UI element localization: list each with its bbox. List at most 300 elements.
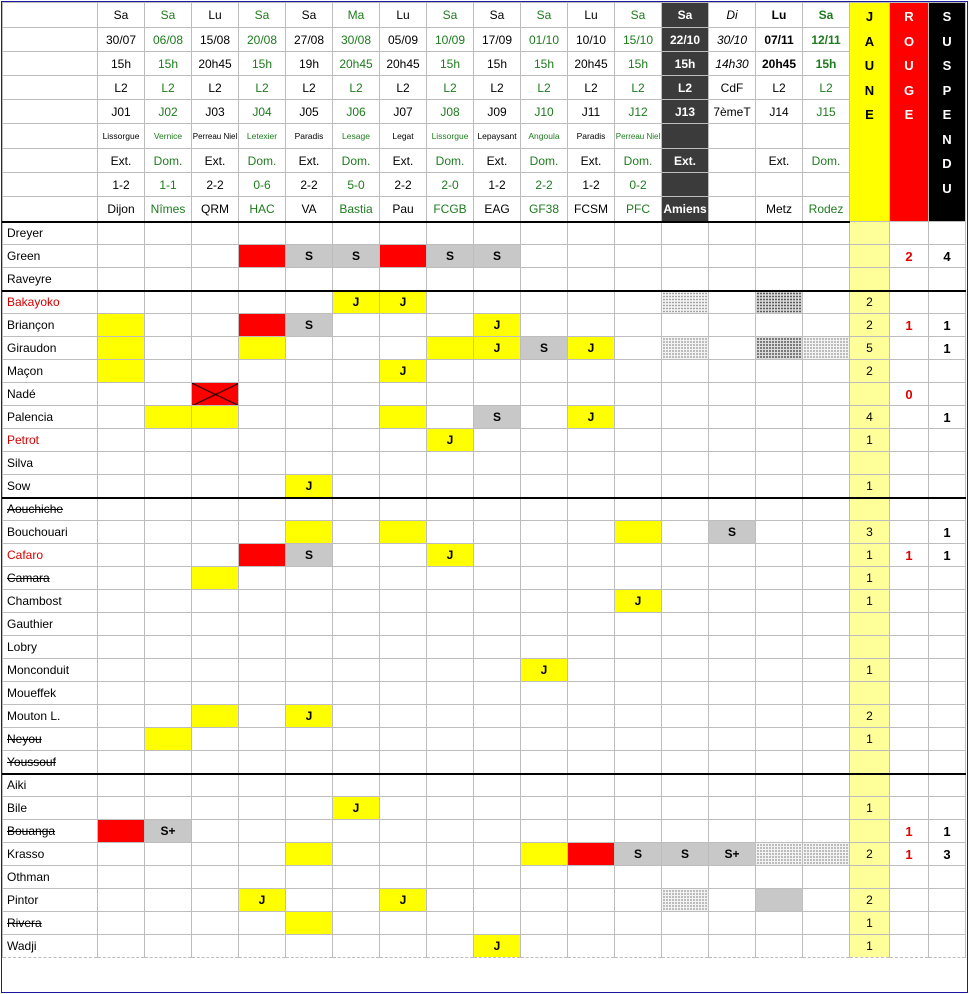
card-cell [427, 567, 474, 590]
card-cell [709, 498, 756, 521]
match-round: J04 [239, 100, 286, 124]
match-opp: VA [286, 197, 333, 222]
card-cell [803, 728, 850, 751]
card-cell [568, 498, 615, 521]
match-ref: Angoula [521, 124, 568, 149]
match-comp: L2 [521, 76, 568, 100]
card-cell [145, 521, 192, 544]
match-opp: EAG [474, 197, 521, 222]
player-name: Mouton L. [3, 705, 98, 728]
card-cell [98, 521, 145, 544]
card-cell [756, 475, 803, 498]
card-cell [662, 567, 709, 590]
header-row-ref [3, 124, 966, 149]
match-score: 2-2 [380, 173, 427, 197]
red-count [890, 636, 929, 659]
card-cell [568, 705, 615, 728]
yellow-count: 2 [850, 889, 890, 912]
card-cell [474, 222, 521, 245]
card-cell [427, 751, 474, 774]
match-opp: Amiens [662, 197, 709, 222]
card-cell [380, 935, 427, 958]
match-time: 20h45 [333, 52, 380, 76]
card-cell [333, 498, 380, 521]
card-cell [615, 360, 662, 383]
red-count [890, 889, 929, 912]
card-cell [239, 866, 286, 889]
card-cell [380, 682, 427, 705]
yellow-count: 1 [850, 797, 890, 820]
card-cell [239, 429, 286, 452]
card-cell [239, 360, 286, 383]
suspension-count [929, 682, 966, 705]
header-corner [3, 149, 98, 173]
player-name: Cafaro [3, 544, 98, 567]
yellow-count: 1 [850, 544, 890, 567]
player-row [3, 659, 966, 682]
match-comp: L2 [239, 76, 286, 100]
card-cell [568, 567, 615, 590]
yellow-count [850, 498, 890, 521]
card-cell [709, 268, 756, 291]
card-cell [521, 544, 568, 567]
suspension-count: 1 [929, 820, 966, 843]
card-cell: S [709, 521, 756, 544]
match-opp: Rodez [803, 197, 850, 222]
card-cell [615, 774, 662, 797]
suspension-count [929, 889, 966, 912]
match-day: Sa [98, 3, 145, 28]
yellow-count: 1 [850, 935, 890, 958]
card-cell: S [474, 245, 521, 268]
card-cell [286, 452, 333, 475]
card-cell [239, 935, 286, 958]
match-score: 2-2 [192, 173, 239, 197]
suspension-count: 1 [929, 406, 966, 429]
card-cell [333, 567, 380, 590]
player-row [3, 245, 966, 268]
card-cell [427, 866, 474, 889]
card-cell [615, 245, 662, 268]
player-row [3, 636, 966, 659]
match-time: 15h [239, 52, 286, 76]
player-name: Briançon [3, 314, 98, 337]
card-cell [615, 682, 662, 705]
card-cell [662, 889, 709, 912]
match-day: Lu [192, 3, 239, 28]
card-cell [333, 337, 380, 360]
card-cell [427, 498, 474, 521]
player-row [3, 774, 966, 797]
player-name: Youssouf [3, 751, 98, 774]
player-name: Sow [3, 475, 98, 498]
card-cell [98, 705, 145, 728]
card-cell [568, 452, 615, 475]
card-cell [521, 268, 568, 291]
red-count [890, 406, 929, 429]
match-round: J11 [568, 100, 615, 124]
red-count [890, 222, 929, 245]
suspension-count [929, 659, 966, 682]
card-cell [803, 889, 850, 912]
card-cell [803, 268, 850, 291]
match-score [709, 173, 756, 197]
header-corner [3, 3, 98, 28]
card-cell [803, 682, 850, 705]
card-cell [239, 797, 286, 820]
red-count [890, 268, 929, 291]
discipline-table [2, 2, 966, 958]
card-cell [568, 797, 615, 820]
card-cell [427, 843, 474, 866]
card-cell [521, 498, 568, 521]
card-cell [286, 889, 333, 912]
yellow-count: 2 [850, 843, 890, 866]
match-venue: Ext. [756, 149, 803, 173]
card-cell [568, 383, 615, 406]
card-cell [756, 590, 803, 613]
card-cell [427, 383, 474, 406]
card-cell [662, 314, 709, 337]
card-cell [662, 383, 709, 406]
match-comp: L2 [333, 76, 380, 100]
card-cell [662, 705, 709, 728]
card-cell [709, 705, 756, 728]
card-cell [474, 613, 521, 636]
card-cell [192, 590, 239, 613]
card-cell [286, 222, 333, 245]
card-cell [380, 636, 427, 659]
card-cell [803, 797, 850, 820]
match-venue: Ext. [286, 149, 333, 173]
card-cell [709, 360, 756, 383]
card-cell [192, 682, 239, 705]
card-cell [380, 429, 427, 452]
match-date: 20/08 [239, 28, 286, 52]
card-cell [615, 475, 662, 498]
red-count [890, 797, 929, 820]
card-cell [709, 590, 756, 613]
match-time: 20h45 [568, 52, 615, 76]
card-cell [521, 636, 568, 659]
card-cell [615, 728, 662, 751]
match-round: J05 [286, 100, 333, 124]
card-cell [427, 222, 474, 245]
card-cell [615, 866, 662, 889]
card-cell [709, 820, 756, 843]
card-cell [286, 682, 333, 705]
card-cell [333, 843, 380, 866]
card-cell: J [286, 705, 333, 728]
card-cell: S [662, 843, 709, 866]
card-cell [521, 429, 568, 452]
card-cell [662, 590, 709, 613]
card-cell [192, 521, 239, 544]
card-cell [333, 544, 380, 567]
card-cell [286, 728, 333, 751]
card-cell [192, 935, 239, 958]
card-cell [286, 291, 333, 314]
card-cell [239, 682, 286, 705]
card-cell [803, 659, 850, 682]
card-cell [192, 314, 239, 337]
yellow-count: 5 [850, 337, 890, 360]
card-cell [662, 452, 709, 475]
card-cell: J [333, 291, 380, 314]
card-cell [756, 889, 803, 912]
header-corner [3, 52, 98, 76]
card-cell [756, 682, 803, 705]
card-cell [98, 567, 145, 590]
card-cell [380, 613, 427, 636]
card-cell [286, 820, 333, 843]
match-ref: Perreau Niel [615, 124, 662, 149]
card-cell [474, 820, 521, 843]
yellow-count [850, 751, 890, 774]
player-row [3, 613, 966, 636]
card-cell [474, 797, 521, 820]
card-cell [521, 866, 568, 889]
card-cell [192, 268, 239, 291]
card-cell [333, 475, 380, 498]
card-cell [568, 475, 615, 498]
match-score: 0-6 [239, 173, 286, 197]
card-cell [427, 337, 474, 360]
card-cell [803, 337, 850, 360]
player-name: Pintor [3, 889, 98, 912]
card-cell [756, 222, 803, 245]
card-cell [615, 222, 662, 245]
card-cell [521, 935, 568, 958]
card-cell [521, 590, 568, 613]
yellow-count [850, 268, 890, 291]
card-cell [615, 751, 662, 774]
match-time: 15h [521, 52, 568, 76]
suspension-count [929, 291, 966, 314]
player-name: Wadji [3, 935, 98, 958]
card-cell [709, 222, 756, 245]
match-venue: Dom. [427, 149, 474, 173]
player-row [3, 452, 966, 475]
card-cell [192, 475, 239, 498]
card-cell [239, 383, 286, 406]
card-cell [474, 636, 521, 659]
match-opp: QRM [192, 197, 239, 222]
card-cell [427, 797, 474, 820]
card-cell [615, 705, 662, 728]
match-opp: PFC [615, 197, 662, 222]
match-day: Sa [662, 3, 709, 28]
suspension-count [929, 498, 966, 521]
card-cell [380, 268, 427, 291]
red-count [890, 705, 929, 728]
card-cell [756, 337, 803, 360]
card-cell [98, 935, 145, 958]
player-row [3, 866, 966, 889]
yellow-count: 2 [850, 291, 890, 314]
player-name: Camara [3, 567, 98, 590]
red-count [890, 682, 929, 705]
match-comp: L2 [615, 76, 662, 100]
card-cell [662, 360, 709, 383]
match-time: 20h45 [380, 52, 427, 76]
card-cell [662, 291, 709, 314]
card-cell [145, 245, 192, 268]
player-row [3, 797, 966, 820]
spreadsheet-frame [1, 1, 968, 993]
card-cell [192, 544, 239, 567]
card-cell [803, 475, 850, 498]
card-cell [662, 751, 709, 774]
card-cell [380, 774, 427, 797]
header-corner [3, 76, 98, 100]
player-row [3, 222, 966, 245]
card-cell [474, 268, 521, 291]
yellow-count [850, 383, 890, 406]
card-cell [427, 774, 474, 797]
summary-header-jaune-label: JAUNE [864, 9, 875, 122]
player-name: Chambost [3, 590, 98, 613]
card-cell [615, 659, 662, 682]
card-cell [568, 521, 615, 544]
card-cell [568, 820, 615, 843]
card-cell [192, 360, 239, 383]
card-cell [662, 406, 709, 429]
card-cell [568, 360, 615, 383]
match-date: 30/08 [333, 28, 380, 52]
card-cell [286, 774, 333, 797]
card-cell [756, 314, 803, 337]
match-comp: L2 [568, 76, 615, 100]
match-time: 14h30 [709, 52, 756, 76]
card-cell [145, 728, 192, 751]
card-cell [427, 935, 474, 958]
card-cell [98, 636, 145, 659]
match-round: J07 [380, 100, 427, 124]
card-cell [286, 636, 333, 659]
card-cell [615, 383, 662, 406]
match-ref: Vernice [145, 124, 192, 149]
card-cell [568, 314, 615, 337]
card-cell [803, 866, 850, 889]
match-venue: Ext. [474, 149, 521, 173]
match-venue: Dom. [145, 149, 192, 173]
card-cell [474, 475, 521, 498]
card-cell [756, 705, 803, 728]
player-row [3, 935, 966, 958]
card-cell [803, 843, 850, 866]
card-cell [662, 774, 709, 797]
player-row [3, 268, 966, 291]
card-cell [145, 268, 192, 291]
header-corner [3, 100, 98, 124]
red-count: 1 [890, 544, 929, 567]
match-opp: HAC [239, 197, 286, 222]
match-score: 5-0 [333, 173, 380, 197]
card-cell [709, 613, 756, 636]
match-opp: Dijon [98, 197, 145, 222]
card-cell [192, 912, 239, 935]
card-cell [756, 659, 803, 682]
match-date: 06/08 [145, 28, 192, 52]
card-cell [474, 774, 521, 797]
card-cell [145, 797, 192, 820]
match-venue: Ext. [192, 149, 239, 173]
card-cell [474, 291, 521, 314]
player-name: Gauthier [3, 613, 98, 636]
card-cell: S+ [709, 843, 756, 866]
match-opp: GF38 [521, 197, 568, 222]
match-venue: Ext. [662, 149, 709, 173]
match-day: Sa [239, 3, 286, 28]
card-cell [803, 636, 850, 659]
card-cell [98, 797, 145, 820]
header-corner [3, 28, 98, 52]
card-cell [192, 774, 239, 797]
red-count [890, 774, 929, 797]
card-cell: J [521, 659, 568, 682]
card-cell [803, 245, 850, 268]
card-cell [192, 567, 239, 590]
card-cell [192, 383, 239, 406]
card-cell [521, 245, 568, 268]
card-cell [568, 682, 615, 705]
match-round: J06 [333, 100, 380, 124]
card-cell [286, 751, 333, 774]
match-date: 22/10 [662, 28, 709, 52]
card-cell [709, 889, 756, 912]
red-count: 2 [890, 245, 929, 268]
card-cell [803, 751, 850, 774]
match-comp: L2 [98, 76, 145, 100]
suspension-count: 3 [929, 843, 966, 866]
card-cell [239, 268, 286, 291]
match-ref: Lepaysant [474, 124, 521, 149]
card-cell [474, 567, 521, 590]
yellow-count [850, 222, 890, 245]
card-cell [709, 751, 756, 774]
card-cell [615, 429, 662, 452]
match-day: Sa [474, 3, 521, 28]
card-cell [521, 222, 568, 245]
match-opp: Metz [756, 197, 803, 222]
card-cell [145, 544, 192, 567]
card-cell [333, 636, 380, 659]
match-score: 0-2 [615, 173, 662, 197]
card-cell [192, 245, 239, 268]
card-cell [333, 452, 380, 475]
red-count: 1 [890, 314, 929, 337]
card-cell [521, 383, 568, 406]
card-cell [474, 521, 521, 544]
match-day: Lu [756, 3, 803, 28]
card-cell [239, 475, 286, 498]
card-cell: J [380, 889, 427, 912]
card-cell [756, 774, 803, 797]
red-count [890, 360, 929, 383]
suspension-count [929, 774, 966, 797]
player-row [3, 314, 966, 337]
card-cell [333, 866, 380, 889]
card-cell [380, 475, 427, 498]
card-cell [756, 544, 803, 567]
card-cell [474, 751, 521, 774]
match-ref: Perreau Niel [192, 124, 239, 149]
suspension-count: 4 [929, 245, 966, 268]
yellow-count: 2 [850, 360, 890, 383]
summary-header-rouge-label: ROUGE [904, 9, 915, 122]
yellow-count [850, 636, 890, 659]
